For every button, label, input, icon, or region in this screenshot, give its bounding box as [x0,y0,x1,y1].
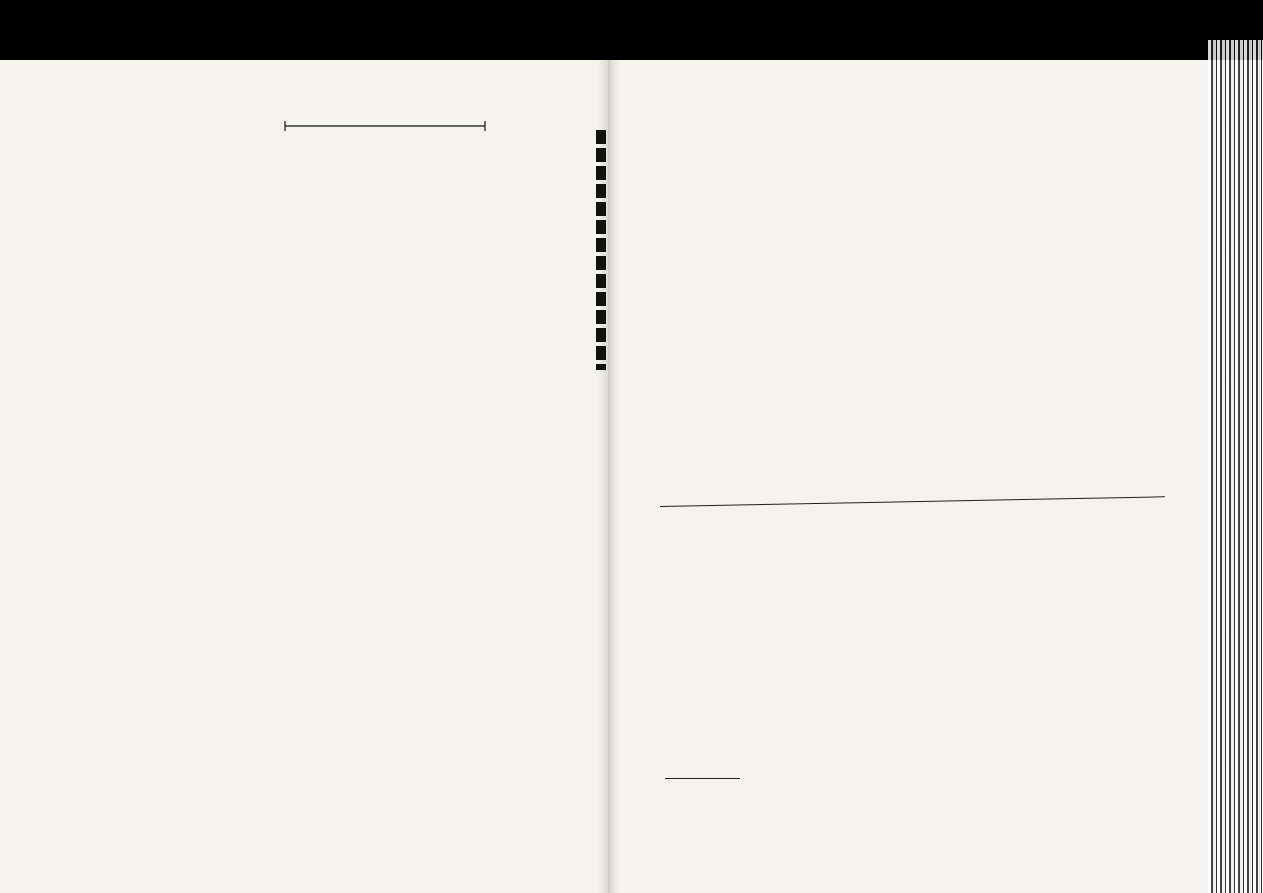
paragraph-biot [660,89,1185,100]
right-body-text [660,89,1185,100]
paragraph-agonal [660,89,1185,100]
margin-decoration [596,130,606,370]
breathing-patterns-figure [60,60,600,660]
left-page [60,60,600,890]
section-rule [660,496,1165,507]
page-edges [1208,40,1263,893]
scan-top-border [0,0,1263,60]
paragraph-pickwick [660,89,1185,100]
paragraph-kussmaul [660,89,1185,100]
footnote-kussmaul [660,766,1185,777]
cough-paragraph [660,507,1185,518]
footnote-biot [660,766,1185,777]
footnote-pickwick [660,766,1185,777]
footnote-rule [665,778,740,779]
footnotes [660,766,1185,777]
right-page [640,60,1205,890]
